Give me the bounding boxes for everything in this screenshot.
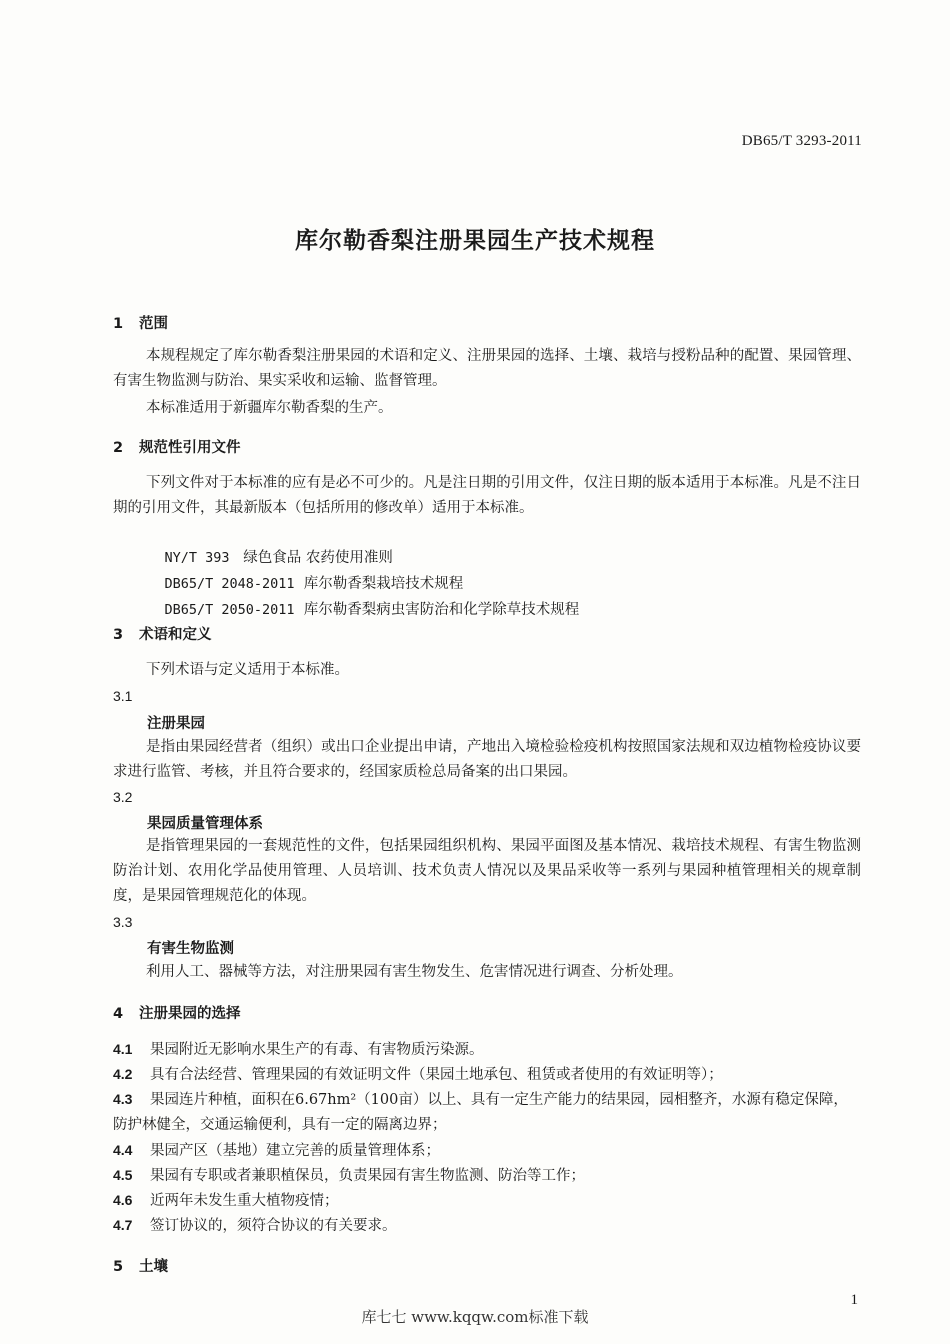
scope-paragraph: 本规程规定了库尔勒香梨注册果园的术语和定义、注册果园的选择、土壤、栽培与授粉品种的配置、果园管理、有害生物监测与防治、果实采收和运输、监督管理。 [113,348,861,389]
term-name: 有害生物监测 [147,941,234,957]
scope-applicability: 本标准适用于新疆库尔勒香梨的生产。 [146,400,393,416]
standard-code: DB65/T 3293-2011 [741,133,862,149]
clause-text: 果园附近无影响水果生产的有毒、有害物质污染源。 [150,1042,484,1058]
clause-item [113,1213,861,1239]
clause-text: 签订协议的，须符合协议的有关要求。 [150,1218,397,1234]
section-2-heading [113,436,241,457]
reference-code: DB65/T 2050-2011 [164,602,295,618]
reference-code: NY/T 393 [164,550,230,566]
clause-text: 具有合法经营、管理果园的有效证明文件（果园土地承包、租赁或者使用的有效证明等）； [150,1067,723,1083]
clause-number: 4.3 [113,1091,133,1107]
section-number: 2 [113,440,124,456]
term-definition: 利用人工、器械等方法，对注册果园有害生物发生、危害情况进行调查、分析处理。 [146,964,683,980]
clause-text: 果园连片种植，面积在6.67hm²（100亩）以上、具有一定生产能力的结果园，园相整齐，水源有稳定保障，防护林健全，交通运输便利，具有一定的隔离边界； [113,1092,848,1133]
section-number: 4 [113,1006,124,1022]
term-definition: 是指管理果园的一套规范性的文件，包括果园组织机构、果园平面图及基本情况、栽培技术规程、有害生物监测防治计划、农用化学品使用管理、人员培训、技术负责人情况以及果品采收等一系列与果园种植管理相关的规章制度，是果园管理规范化的体现。 [113,838,861,904]
page-number: 1 [850,1292,858,1308]
clause-text: 果园产区（基地）建立完善的质量管理体系； [150,1143,440,1159]
term-name: 果园质量管理体系 [147,816,263,832]
section-title: 土壤 [139,1259,168,1275]
term-number: 3.1 [113,688,133,704]
clause-number: 4.4 [113,1142,133,1158]
references-paragraph: 下列文件对于本标准的应有是必不可少的。凡是注日期的引用文件，仅注日期的版本适用于本标准。凡是不注日期的引用文件，其最新版本（包括所用的修改单）适用于本标准。 [113,475,861,516]
section-title: 范围 [139,316,168,332]
clause-item [113,1087,861,1138]
document-title: 库尔勒香梨注册果园生产技术规程 [295,228,655,254]
section-4-heading [113,1002,241,1023]
section-number: 1 [113,316,124,332]
clause-item [113,1138,861,1164]
section-5-heading [113,1255,168,1276]
clause-number: 4.1 [113,1041,133,1057]
reference-title: 绿色食品 农药使用准则 [243,550,393,566]
footer-watermark: 库七七 www.kqqw.com标准下载 [361,1308,589,1326]
clause-text: 果园有专职或者兼职植保员，负责果园有害生物监测、防治等工作； [150,1168,585,1184]
reference-code: DB65/T 2048-2011 [164,576,295,592]
clause-item [113,1037,861,1063]
reference-title: 库尔勒香梨栽培技术规程 [303,576,464,592]
term-number: 3.2 [113,789,133,805]
clause-item [113,1188,861,1214]
section-number: 3 [113,627,124,643]
clause-text: 近两年未发生重大植物疫情； [150,1193,339,1209]
section-title: 注册果园的选择 [139,1006,241,1022]
section-title: 规范性引用文件 [139,440,241,456]
reference-title: 库尔勒香梨病虫害防治和化学除草技术规程 [303,602,580,618]
section-number: 5 [113,1259,124,1275]
section-3-heading [113,623,212,644]
clause-number: 4.7 [113,1217,133,1233]
section-title: 术语和定义 [139,627,212,643]
clause-number: 4.2 [113,1066,133,1082]
term-definition: 是指由果园经营者（组织）或出口企业提出申请，产地出入境检验检疫机构按照国家法规和双边植物检疫协议要求进行监管、考核，并且符合要求的，经国家质检总局备案的出口果园。 [113,739,861,780]
term-number: 3.3 [113,914,133,930]
clause-item [113,1163,861,1189]
clause-number: 4.6 [113,1192,133,1208]
terms-intro: 下列术语与定义适用于本标准。 [146,662,349,678]
term-name: 注册果园 [147,716,205,732]
clause-number: 4.5 [113,1167,133,1183]
clause-item [113,1062,861,1088]
section-1-heading [113,312,168,333]
